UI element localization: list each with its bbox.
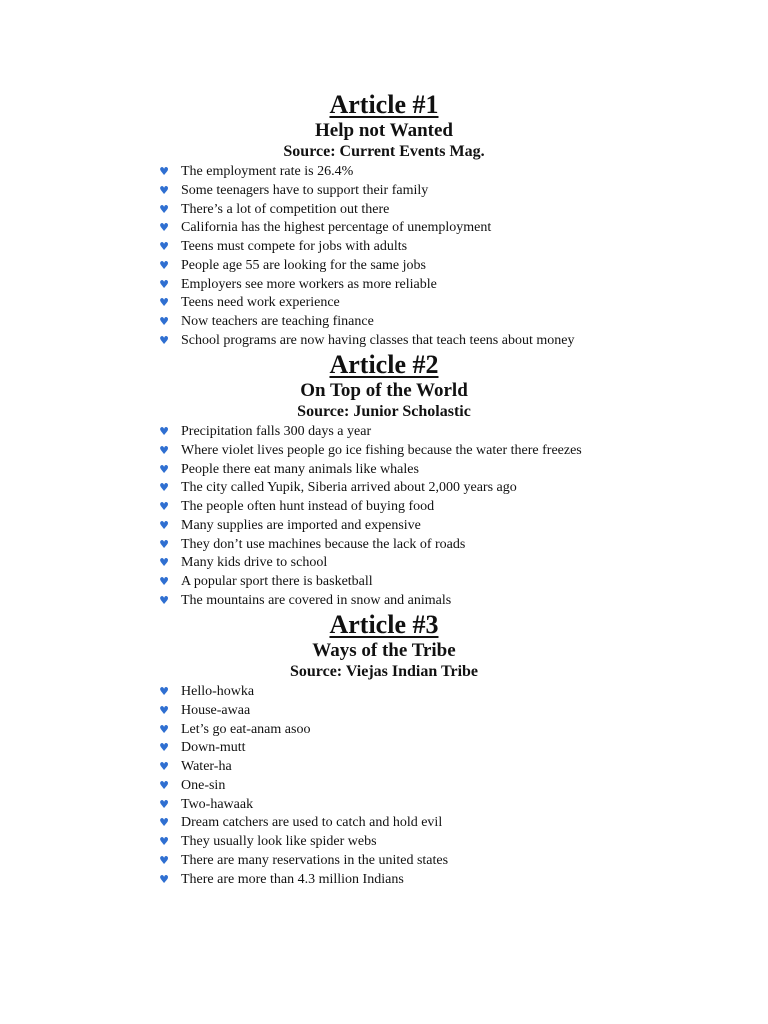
list-item: [0, 201, 768, 220]
heart-icon: ♥: [159, 853, 169, 867]
list-item-text: School programs are now having classes that teach teens about money: [181, 332, 575, 348]
list-item: [0, 592, 768, 611]
list-item: [0, 777, 768, 796]
list-item: [0, 238, 768, 257]
list-item: [0, 536, 768, 555]
list-item: [0, 758, 768, 777]
heart-icon: ♥: [159, 240, 169, 253]
article-title: Article #1: [329, 90, 439, 119]
list-item-text: People age 55 are looking for the same jobs: [181, 257, 426, 273]
heart-icon: ♥: [159, 296, 169, 310]
list-item: [0, 294, 768, 313]
heart-icon: ♥: [159, 315, 169, 328]
list-item-text: The mountains are covered in snow and animals: [181, 592, 452, 608]
heart-icon: ♥: [159, 333, 169, 347]
list-item: [0, 219, 768, 238]
heart-icon: ♥: [159, 537, 169, 551]
article-source: Source: Viejas Indian Tribe: [289, 663, 479, 680]
list-item: [0, 423, 768, 442]
article-title: Article #2: [329, 350, 439, 379]
heart-icon: ♥: [159, 741, 169, 755]
heart-icon: ♥: [159, 183, 169, 197]
list-item: [0, 461, 768, 480]
article-1: [0, 90, 768, 351]
heart-icon: ♥: [159, 221, 169, 235]
list-item-text: Down-mutt: [181, 740, 246, 756]
bullet-list: [0, 683, 768, 889]
list-item: [0, 852, 768, 871]
article-source: Source: Junior Scholastic: [297, 403, 471, 420]
list-item: [0, 721, 768, 740]
heart-icon: ♥: [159, 703, 169, 717]
list-item-text: Now teachers are teaching finance: [181, 314, 374, 329]
list-item: [0, 796, 768, 815]
heart-icon: ♥: [159, 481, 169, 495]
list-item-text: Many supplies are imported and expensive: [181, 517, 421, 533]
list-item: [0, 276, 768, 295]
heart-icon: ♥: [159, 277, 169, 291]
heart-icon: ♥: [159, 722, 169, 736]
list-item: [0, 479, 768, 498]
heart-icon: ♥: [159, 685, 169, 698]
article-subtitle: Help not Wanted: [315, 120, 453, 141]
list-item: [0, 554, 768, 573]
list-item: [0, 517, 768, 536]
bullet-list: [0, 163, 768, 351]
article-title: Article #3: [329, 610, 439, 639]
list-item-text: Water-ha: [181, 759, 232, 774]
heart-icon: ♥: [159, 518, 169, 532]
list-item: [0, 573, 768, 592]
list-item-text: Let’s go eat-anam asoo: [181, 721, 311, 737]
list-item-text: There are more than 4.3 million Indians: [181, 871, 404, 887]
article-subtitle: Ways of the Tribe: [312, 640, 456, 661]
heart-icon: ♥: [159, 575, 169, 588]
heart-icon: ♥: [159, 797, 169, 811]
heart-icon: ♥: [159, 760, 169, 773]
list-item-text: Two-hawaak: [181, 796, 254, 812]
list-item-text: Employers see more workers as more reliable: [181, 276, 437, 292]
heart-icon: ♥: [159, 778, 169, 792]
article-source: Source: Current Events Mag.: [283, 143, 485, 160]
list-item-text: A popular sport there is basketball: [181, 574, 373, 589]
heart-icon: ♥: [159, 462, 169, 476]
list-item-text: House-awaa: [181, 702, 251, 718]
heart-icon: ♥: [159, 258, 169, 272]
list-item-text: Where violet lives people go ice fishing because the water there freezes: [181, 442, 582, 458]
list-item: [0, 442, 768, 461]
heart-icon: ♥: [159, 816, 169, 830]
bullet-list: [0, 423, 768, 611]
heart-icon: ♥: [159, 500, 169, 513]
heart-icon: ♥: [159, 593, 169, 607]
list-item: [0, 833, 768, 852]
list-item: [0, 257, 768, 276]
list-item: [0, 871, 768, 890]
list-item-text: Many kids drive to school: [181, 555, 328, 571]
list-item: [0, 814, 768, 833]
list-item: [0, 313, 768, 332]
list-item: [0, 332, 768, 351]
list-item-text: Some teenagers have to support their family: [181, 182, 429, 198]
list-item-text: There are many reservations in the united states: [181, 852, 449, 868]
list-item: [0, 163, 768, 182]
list-item-text: Precipitation falls 300 days a year: [181, 424, 372, 439]
list-item-text: People there eat many animals like whales: [181, 461, 419, 477]
list-item-text: Dream catchers are used to catch and hold evil: [181, 815, 443, 831]
list-item-text: Teens must compete for jobs with adults: [181, 239, 408, 254]
article-2: [0, 350, 768, 611]
heart-icon: ♥: [159, 872, 169, 886]
list-item-text: They usually look like spider webs: [181, 834, 377, 849]
article-3: [0, 610, 768, 889]
heart-icon: ♥: [159, 202, 169, 216]
list-item-text: Hello-howka: [181, 684, 255, 699]
heart-icon: ♥: [159, 425, 169, 438]
list-item-text: The city called Yupik, Siberia arrived about 2,000 years ago: [181, 480, 517, 496]
list-item: [0, 498, 768, 517]
list-item-text: The people often hunt instead of buying food: [181, 499, 435, 514]
heart-icon: ♥: [159, 165, 169, 178]
list-item-text: Teens need work experience: [181, 295, 340, 311]
list-item-text: One-sin: [181, 777, 226, 793]
list-item: [0, 683, 768, 702]
heart-icon: ♥: [159, 443, 169, 457]
list-item-text: They don’t use machines because the lack of roads: [181, 536, 466, 552]
article-subtitle: On Top of the World: [300, 380, 468, 401]
heart-icon: ♥: [159, 556, 169, 570]
list-item-text: The employment rate is 26.4%: [181, 164, 354, 179]
list-item: [0, 739, 768, 758]
heart-icon: ♥: [159, 835, 169, 848]
list-item: [0, 182, 768, 201]
list-item-text: California has the highest percentage of unemployment: [181, 220, 492, 236]
list-item: [0, 702, 768, 721]
list-item-text: There’s a lot of competition out there: [181, 201, 390, 217]
